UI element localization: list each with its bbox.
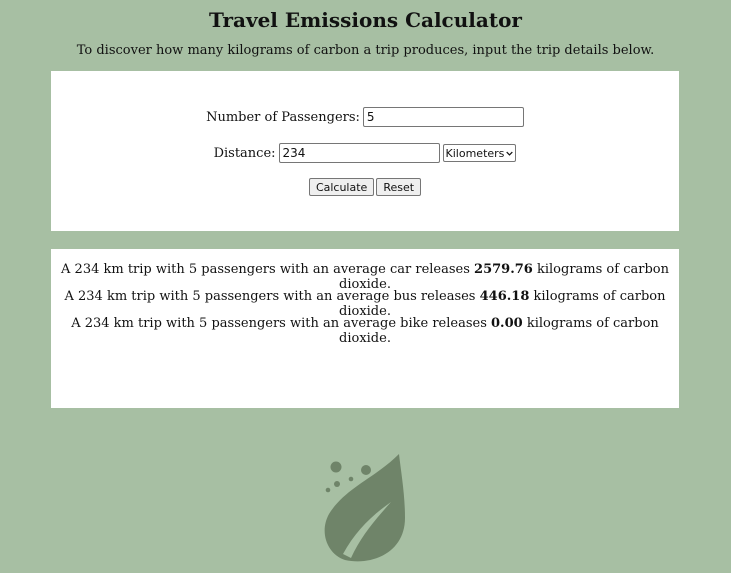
page-subtitle: To discover how many kilograms of carbon a trip produces, input the trip details below. bbox=[76, 43, 655, 58]
unit-select-value: Kilometers bbox=[445, 146, 505, 160]
result-car-suffix: kilograms of carbon dioxide. bbox=[339, 262, 669, 292]
result-bus-value: 446.18 bbox=[479, 289, 530, 304]
trip-form-panel bbox=[51, 71, 679, 231]
result-bike bbox=[51, 316, 679, 346]
passengers-label: Number of Passengers: bbox=[206, 109, 360, 125]
result-bike-suffix: kilograms of carbon dioxide. bbox=[339, 316, 659, 346]
reset-button[interactable]: Reset bbox=[376, 178, 421, 196]
result-bus-prefix: A 234 km trip with 5 passengers with an average bus releases bbox=[64, 289, 480, 304]
calculate-button[interactable]: Calculate bbox=[309, 178, 374, 196]
passengers-input[interactable] bbox=[363, 107, 524, 127]
result-car-value: 2579.76 bbox=[474, 262, 533, 277]
distance-row bbox=[51, 143, 679, 163]
result-car-prefix: A 234 km trip with 5 passengers with an average car releases bbox=[61, 262, 475, 277]
result-bus-suffix: kilograms of carbon dioxide. bbox=[339, 289, 666, 319]
leaf-icon bbox=[315, 450, 415, 565]
chevron-down-icon bbox=[506, 150, 513, 157]
unit-select[interactable] bbox=[443, 144, 517, 162]
buttons-row bbox=[51, 178, 679, 196]
page-title: Travel Emissions Calculator bbox=[209, 8, 522, 32]
result-bike-prefix: A 234 km trip with 5 passengers with an average bike releases bbox=[71, 316, 492, 331]
result-bus bbox=[51, 289, 679, 319]
passengers-row bbox=[51, 107, 679, 127]
distance-input[interactable] bbox=[279, 143, 440, 163]
result-car bbox=[51, 262, 679, 292]
result-bike-value: 0.00 bbox=[491, 316, 523, 331]
distance-label: Distance: bbox=[213, 145, 276, 161]
results-panel bbox=[51, 249, 679, 408]
